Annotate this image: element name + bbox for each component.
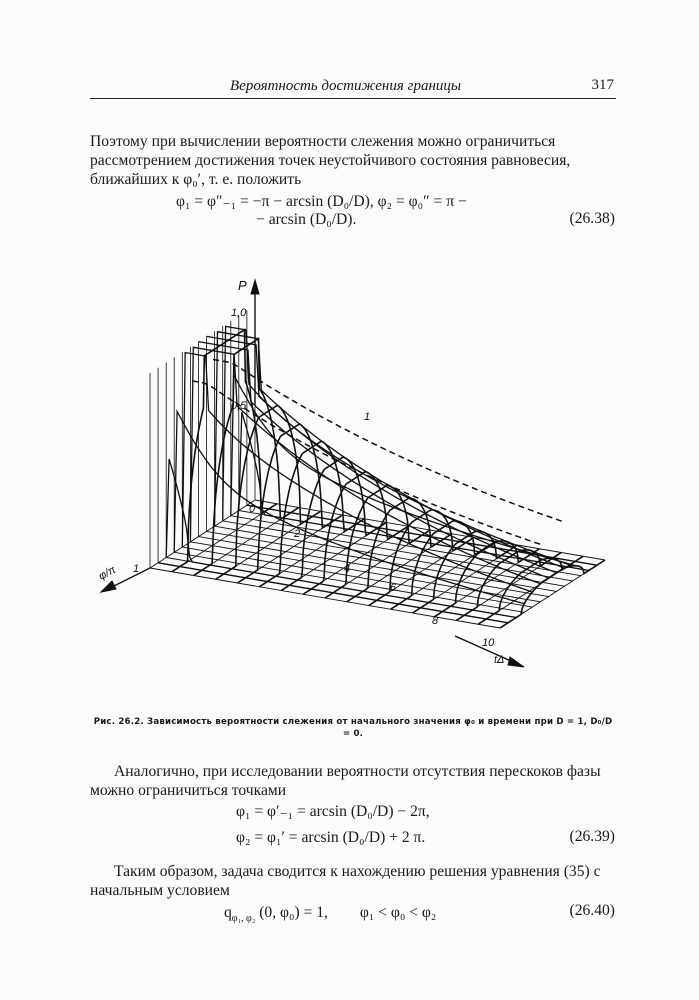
p-axis-label: P — [238, 278, 247, 293]
phi-axis-label: φ/π — [96, 563, 118, 583]
surface-curve-phi — [158, 563, 508, 623]
paragraph-2: Аналогично, при исследовании вероятности отсутствия перескоков фазы можно ограничиться точками — [90, 763, 601, 799]
surface-mesh — [150, 305, 605, 628]
curve-label-1: 1 — [364, 411, 371, 423]
page-number: 317 — [591, 77, 614, 93]
equation-26-40 — [224, 904, 436, 924]
paragraph-3: Таким образом, задача сводится к нахождению решения уравнения (35) с начальным условием — [90, 863, 601, 899]
figure-caption: Рис. 26.2. Зависимость вероятности слежения от начального значения φ₀ и времени при D = 1, D₀/D = 0. — [93, 717, 613, 739]
equation-26-39-line1: φ₁ = φ′₋₁ = arcsin (D₀/D) − 2π, — [236, 803, 430, 820]
p-tick-05: 0,5 — [231, 400, 247, 412]
t-axis-label: tΔ — [494, 654, 505, 666]
t-tick-8: 8 — [432, 615, 439, 627]
p-tick-1: 1,0 — [231, 307, 247, 319]
p-tick-0: 0 — [249, 503, 256, 515]
t-tick-4: 4 — [344, 563, 351, 575]
surface-curve-phi — [190, 347, 540, 584]
equation-26-40-lhs: q — [224, 904, 232, 921]
figure-axes — [101, 280, 524, 667]
equation-number-26-40: (26.40) — [569, 902, 615, 919]
equation-26-40-subscript: φ₁, φ₂ — [231, 913, 256, 925]
equation-26-38-line1: φ₁ = φ″₋₁ = −π − arcsin (D₀/D), φ₂ = φ₀″ = π − — [176, 193, 467, 210]
paragraph-1: Поэтому при вычислении вероятности слежения можно ограничиться рассмотрением достижения точек неустойчивого состояния равновесия, ближайших к φ₀′, т. е. положить — [90, 133, 571, 188]
equation-26-40-rest: (0, φ₀) = 1, — [259, 904, 328, 921]
t-tick-2: 2 — [294, 528, 301, 540]
equation-26-40-condition: φ₁ < φ₀ < φ₂ — [359, 904, 437, 921]
t-axis-arrow — [508, 657, 524, 667]
equation-26-38-line2: − arcsin (D₀/D). — [256, 211, 357, 228]
equation-number-26-38: (26.38) — [569, 210, 615, 227]
equation-26-39-line2: φ₂ = φ₁′ = arcsin (D₀/D) + 2 π. — [236, 829, 426, 846]
running-title: Вероятность достижения границы — [230, 78, 462, 94]
t-tick-10: 10 — [482, 637, 495, 649]
equation-number-26-39: (26.39) — [569, 828, 615, 845]
phi-tick-1: 1 — [133, 563, 140, 575]
dashed-curve — [213, 360, 563, 522]
phi-axis-arrow — [101, 581, 116, 592]
t-tick-6: 6 — [390, 582, 397, 594]
p-axis-arrow — [251, 280, 259, 294]
surface-curve-phi — [215, 332, 565, 568]
